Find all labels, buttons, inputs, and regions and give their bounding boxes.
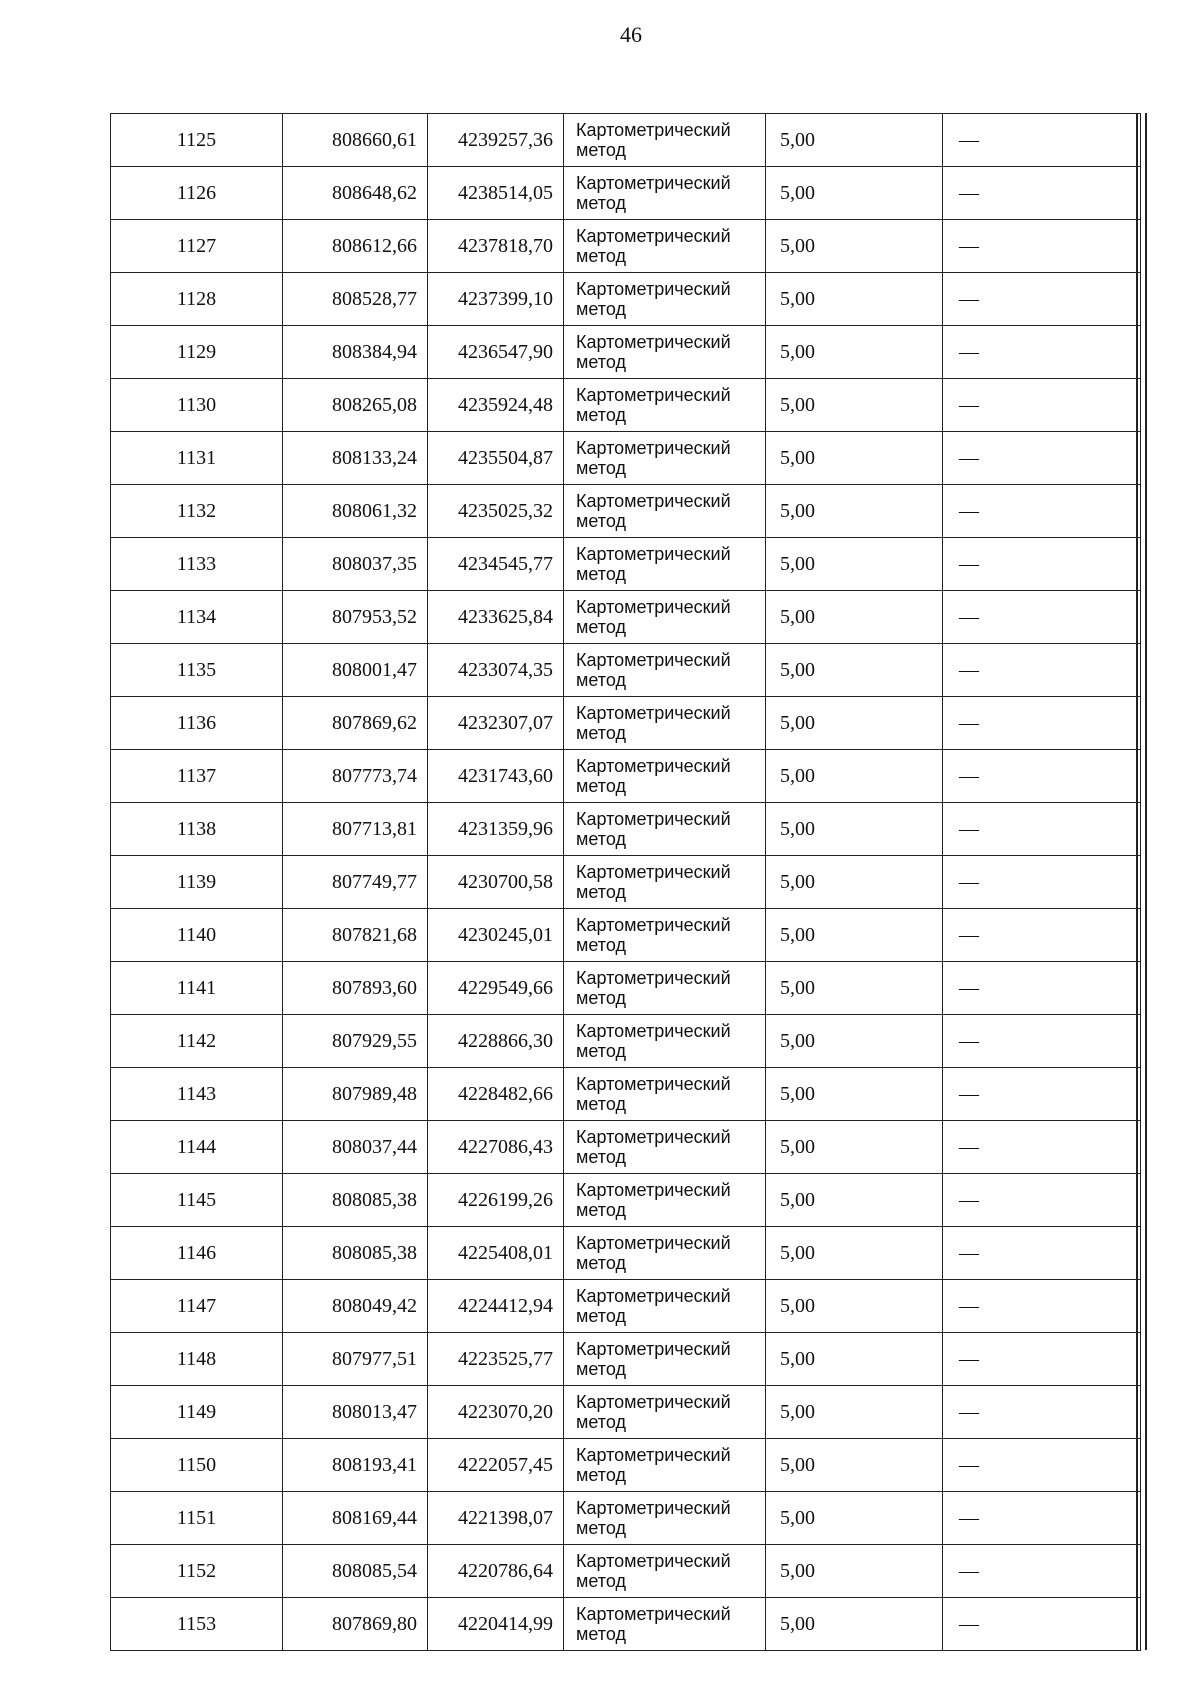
- y-coordinate-cell: 4231359,96: [428, 803, 564, 856]
- x-coordinate-cell: 808265,08: [283, 379, 428, 432]
- point-number-cell: 1137: [111, 750, 283, 803]
- method-cell: Картометрический метод: [564, 1015, 766, 1068]
- note-cell: —: [943, 326, 1141, 379]
- x-coordinate-cell: 808001,47: [283, 644, 428, 697]
- table-row: [111, 432, 1141, 485]
- accuracy-cell: 5,00: [766, 379, 943, 432]
- table-row: [111, 697, 1141, 750]
- point-number-cell: 1153: [111, 1598, 283, 1651]
- point-number-cell: 1144: [111, 1121, 283, 1174]
- method-cell: Картометрический метод: [564, 697, 766, 750]
- x-coordinate-cell: 807953,52: [283, 591, 428, 644]
- method-cell: Картометрический метод: [564, 273, 766, 326]
- table-row: [111, 1492, 1141, 1545]
- accuracy-cell: 5,00: [766, 591, 943, 644]
- y-coordinate-cell: 4233074,35: [428, 644, 564, 697]
- method-cell: Картометрический метод: [564, 803, 766, 856]
- method-cell: Картометрический метод: [564, 856, 766, 909]
- y-coordinate-cell: 4222057,45: [428, 1439, 564, 1492]
- method-cell: Картометрический метод: [564, 591, 766, 644]
- note-cell: —: [943, 273, 1141, 326]
- method-cell: Картометрический метод: [564, 1439, 766, 1492]
- method-cell: Картометрический метод: [564, 1492, 766, 1545]
- note-cell: —: [943, 1227, 1141, 1280]
- table-row: [111, 114, 1141, 167]
- note-cell: —: [943, 485, 1141, 538]
- note-cell: —: [943, 962, 1141, 1015]
- note-cell: —: [943, 114, 1141, 167]
- accuracy-cell: 5,00: [766, 220, 943, 273]
- method-cell: Картометрический метод: [564, 1121, 766, 1174]
- method-cell: Картометрический метод: [564, 750, 766, 803]
- accuracy-cell: 5,00: [766, 1386, 943, 1439]
- accuracy-cell: 5,00: [766, 273, 943, 326]
- note-cell: —: [943, 803, 1141, 856]
- x-coordinate-cell: 808169,44: [283, 1492, 428, 1545]
- y-coordinate-cell: 4224412,94: [428, 1280, 564, 1333]
- point-number-cell: 1126: [111, 167, 283, 220]
- y-coordinate-cell: 4228866,30: [428, 1015, 564, 1068]
- x-coordinate-cell: 808049,42: [283, 1280, 428, 1333]
- note-cell: —: [943, 591, 1141, 644]
- point-number-cell: 1140: [111, 909, 283, 962]
- accuracy-cell: 5,00: [766, 1545, 943, 1598]
- x-coordinate-cell: 807749,77: [283, 856, 428, 909]
- point-number-cell: 1138: [111, 803, 283, 856]
- point-number-cell: 1133: [111, 538, 283, 591]
- method-cell: Картометрический метод: [564, 1386, 766, 1439]
- x-coordinate-cell: 807989,48: [283, 1068, 428, 1121]
- y-coordinate-cell: 4223525,77: [428, 1333, 564, 1386]
- x-coordinate-cell: 807713,81: [283, 803, 428, 856]
- note-cell: —: [943, 220, 1141, 273]
- table-row: [111, 1280, 1141, 1333]
- table-row: [111, 591, 1141, 644]
- x-coordinate-cell: 807893,60: [283, 962, 428, 1015]
- x-coordinate-cell: 808085,38: [283, 1174, 428, 1227]
- x-coordinate-cell: 807977,51: [283, 1333, 428, 1386]
- point-number-cell: 1142: [111, 1015, 283, 1068]
- y-coordinate-cell: 4220414,99: [428, 1598, 564, 1651]
- y-coordinate-cell: 4221398,07: [428, 1492, 564, 1545]
- x-coordinate-cell: 807869,80: [283, 1598, 428, 1651]
- point-number-cell: 1148: [111, 1333, 283, 1386]
- note-cell: —: [943, 644, 1141, 697]
- note-cell: —: [943, 1174, 1141, 1227]
- accuracy-cell: 5,00: [766, 803, 943, 856]
- table-right-double-border: [1136, 113, 1147, 1650]
- x-coordinate-cell: 808061,32: [283, 485, 428, 538]
- method-cell: Картометрический метод: [564, 538, 766, 591]
- note-cell: —: [943, 1333, 1141, 1386]
- note-cell: —: [943, 856, 1141, 909]
- method-cell: Картометрический метод: [564, 167, 766, 220]
- point-number-cell: 1130: [111, 379, 283, 432]
- y-coordinate-cell: 4236547,90: [428, 326, 564, 379]
- accuracy-cell: 5,00: [766, 485, 943, 538]
- y-coordinate-cell: 4228482,66: [428, 1068, 564, 1121]
- table-row: [111, 485, 1141, 538]
- note-cell: —: [943, 379, 1141, 432]
- y-coordinate-cell: 4226199,26: [428, 1174, 564, 1227]
- method-cell: Картометрический метод: [564, 1333, 766, 1386]
- point-number-cell: 1139: [111, 856, 283, 909]
- table-body: [111, 114, 1141, 1651]
- accuracy-cell: 5,00: [766, 1227, 943, 1280]
- method-cell: Картометрический метод: [564, 909, 766, 962]
- accuracy-cell: 5,00: [766, 697, 943, 750]
- x-coordinate-cell: 807869,62: [283, 697, 428, 750]
- method-cell: Картометрический метод: [564, 1280, 766, 1333]
- point-number-cell: 1150: [111, 1439, 283, 1492]
- table-row: [111, 1333, 1141, 1386]
- table-row: [111, 856, 1141, 909]
- x-coordinate-cell: 808384,94: [283, 326, 428, 379]
- x-coordinate-cell: 808037,35: [283, 538, 428, 591]
- point-number-cell: 1131: [111, 432, 283, 485]
- y-coordinate-cell: 4235504,87: [428, 432, 564, 485]
- method-cell: Картометрический метод: [564, 1227, 766, 1280]
- note-cell: —: [943, 1598, 1141, 1651]
- accuracy-cell: 5,00: [766, 1015, 943, 1068]
- note-cell: —: [943, 1280, 1141, 1333]
- table-row: [111, 220, 1141, 273]
- y-coordinate-cell: 4235025,32: [428, 485, 564, 538]
- y-coordinate-cell: 4234545,77: [428, 538, 564, 591]
- coordinates-table: [110, 113, 1141, 1651]
- note-cell: —: [943, 697, 1141, 750]
- y-coordinate-cell: 4238514,05: [428, 167, 564, 220]
- y-coordinate-cell: 4225408,01: [428, 1227, 564, 1280]
- method-cell: Картометрический метод: [564, 326, 766, 379]
- point-number-cell: 1129: [111, 326, 283, 379]
- y-coordinate-cell: 4230245,01: [428, 909, 564, 962]
- method-cell: Картометрический метод: [564, 962, 766, 1015]
- accuracy-cell: 5,00: [766, 962, 943, 1015]
- x-coordinate-cell: 808648,62: [283, 167, 428, 220]
- y-coordinate-cell: 4233625,84: [428, 591, 564, 644]
- point-number-cell: 1135: [111, 644, 283, 697]
- table-row: [111, 803, 1141, 856]
- accuracy-cell: 5,00: [766, 750, 943, 803]
- point-number-cell: 1145: [111, 1174, 283, 1227]
- accuracy-cell: 5,00: [766, 538, 943, 591]
- method-cell: Картометрический метод: [564, 432, 766, 485]
- table-row: [111, 750, 1141, 803]
- point-number-cell: 1134: [111, 591, 283, 644]
- table-row: [111, 1386, 1141, 1439]
- point-number-cell: 1147: [111, 1280, 283, 1333]
- note-cell: —: [943, 1068, 1141, 1121]
- note-cell: —: [943, 432, 1141, 485]
- accuracy-cell: 5,00: [766, 1333, 943, 1386]
- point-number-cell: 1146: [111, 1227, 283, 1280]
- x-coordinate-cell: 807929,55: [283, 1015, 428, 1068]
- point-number-cell: 1141: [111, 962, 283, 1015]
- note-cell: —: [943, 167, 1141, 220]
- table-row: [111, 909, 1141, 962]
- point-number-cell: 1125: [111, 114, 283, 167]
- note-cell: —: [943, 538, 1141, 591]
- x-coordinate-cell: 808013,47: [283, 1386, 428, 1439]
- y-coordinate-cell: 4237818,70: [428, 220, 564, 273]
- accuracy-cell: 5,00: [766, 114, 943, 167]
- table-row: [111, 644, 1141, 697]
- accuracy-cell: 5,00: [766, 1174, 943, 1227]
- table-row: [111, 326, 1141, 379]
- point-number-cell: 1136: [111, 697, 283, 750]
- method-cell: Картометрический метод: [564, 114, 766, 167]
- accuracy-cell: 5,00: [766, 1492, 943, 1545]
- y-coordinate-cell: 4223070,20: [428, 1386, 564, 1439]
- note-cell: —: [943, 1121, 1141, 1174]
- accuracy-cell: 5,00: [766, 1280, 943, 1333]
- method-cell: Картометрический метод: [564, 644, 766, 697]
- table-row: [111, 1598, 1141, 1651]
- table-row: [111, 1439, 1141, 1492]
- accuracy-cell: 5,00: [766, 167, 943, 220]
- note-cell: —: [943, 909, 1141, 962]
- method-cell: Картометрический метод: [564, 1174, 766, 1227]
- note-cell: —: [943, 1492, 1141, 1545]
- accuracy-cell: 5,00: [766, 644, 943, 697]
- x-coordinate-cell: 807773,74: [283, 750, 428, 803]
- y-coordinate-cell: 4239257,36: [428, 114, 564, 167]
- point-number-cell: 1151: [111, 1492, 283, 1545]
- coordinates-table-container: [110, 113, 1140, 1651]
- y-coordinate-cell: 4220786,64: [428, 1545, 564, 1598]
- table-row: [111, 1174, 1141, 1227]
- y-coordinate-cell: 4237399,10: [428, 273, 564, 326]
- table-row: [111, 379, 1141, 432]
- accuracy-cell: 5,00: [766, 909, 943, 962]
- table-row: [111, 1227, 1141, 1280]
- x-coordinate-cell: 808193,41: [283, 1439, 428, 1492]
- point-number-cell: 1132: [111, 485, 283, 538]
- x-coordinate-cell: 808528,77: [283, 273, 428, 326]
- note-cell: —: [943, 750, 1141, 803]
- note-cell: —: [943, 1439, 1141, 1492]
- table-row: [111, 538, 1141, 591]
- method-cell: Картометрический метод: [564, 1068, 766, 1121]
- x-coordinate-cell: 808037,44: [283, 1121, 428, 1174]
- table-row: [111, 1121, 1141, 1174]
- x-coordinate-cell: 807821,68: [283, 909, 428, 962]
- method-cell: Картометрический метод: [564, 220, 766, 273]
- y-coordinate-cell: 4227086,43: [428, 1121, 564, 1174]
- x-coordinate-cell: 808612,66: [283, 220, 428, 273]
- table-row: [111, 167, 1141, 220]
- method-cell: Картометрический метод: [564, 379, 766, 432]
- note-cell: —: [943, 1015, 1141, 1068]
- accuracy-cell: 5,00: [766, 1598, 943, 1651]
- page-number: 46: [620, 22, 642, 47]
- table-row: [111, 1015, 1141, 1068]
- method-cell: Картометрический метод: [564, 1598, 766, 1651]
- point-number-cell: 1143: [111, 1068, 283, 1121]
- accuracy-cell: 5,00: [766, 856, 943, 909]
- x-coordinate-cell: 808085,38: [283, 1227, 428, 1280]
- y-coordinate-cell: 4232307,07: [428, 697, 564, 750]
- accuracy-cell: 5,00: [766, 1068, 943, 1121]
- accuracy-cell: 5,00: [766, 432, 943, 485]
- y-coordinate-cell: 4230700,58: [428, 856, 564, 909]
- accuracy-cell: 5,00: [766, 1439, 943, 1492]
- accuracy-cell: 5,00: [766, 326, 943, 379]
- accuracy-cell: 5,00: [766, 1121, 943, 1174]
- table-row: [111, 962, 1141, 1015]
- note-cell: —: [943, 1386, 1141, 1439]
- point-number-cell: 1127: [111, 220, 283, 273]
- table-row: [111, 273, 1141, 326]
- y-coordinate-cell: 4229549,66: [428, 962, 564, 1015]
- point-number-cell: 1128: [111, 273, 283, 326]
- point-number-cell: 1149: [111, 1386, 283, 1439]
- x-coordinate-cell: 808133,24: [283, 432, 428, 485]
- x-coordinate-cell: 808085,54: [283, 1545, 428, 1598]
- point-number-cell: 1152: [111, 1545, 283, 1598]
- y-coordinate-cell: 4231743,60: [428, 750, 564, 803]
- y-coordinate-cell: 4235924,48: [428, 379, 564, 432]
- note-cell: —: [943, 1545, 1141, 1598]
- x-coordinate-cell: 808660,61: [283, 114, 428, 167]
- method-cell: Картометрический метод: [564, 485, 766, 538]
- method-cell: Картометрический метод: [564, 1545, 766, 1598]
- table-row: [111, 1068, 1141, 1121]
- table-row: [111, 1545, 1141, 1598]
